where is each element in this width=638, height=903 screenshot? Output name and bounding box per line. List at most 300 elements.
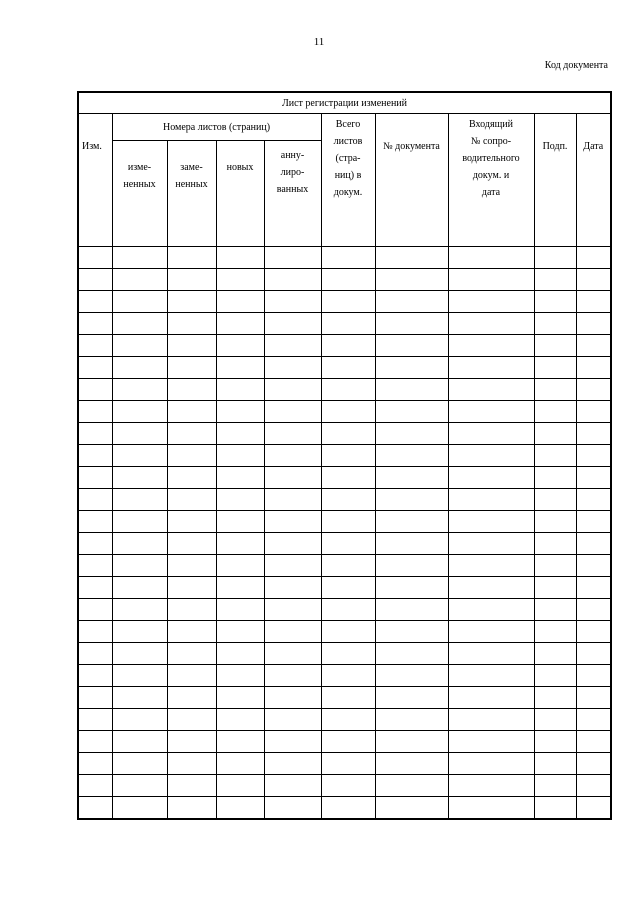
table-cell [448,247,534,269]
table-row [78,709,611,731]
table-cell [375,555,448,577]
table-cell [78,445,112,467]
table-row [78,291,611,313]
table-cell [576,753,611,775]
table-cell [112,709,167,731]
table-cell [448,511,534,533]
table-cell [448,665,534,687]
table-cell [375,291,448,313]
table-cell [78,797,112,820]
table-cell [534,247,576,269]
header-incoming-document: Входящий № сопро- водительного докум. и дата [448,114,534,247]
table-cell [78,313,112,335]
table-cell [321,621,375,643]
table-cell [78,643,112,665]
table-cell [321,423,375,445]
table-cell [264,753,321,775]
table-row [78,247,611,269]
table-cell [321,269,375,291]
table-cell [216,291,264,313]
table-cell [375,687,448,709]
table-cell [167,335,216,357]
change-registration-table [77,91,612,820]
table-cell [448,687,534,709]
table-cell [167,313,216,335]
table-cell [264,643,321,665]
table-cell [167,423,216,445]
table-cell [112,291,167,313]
table-row [78,313,611,335]
table-cell [448,621,534,643]
header-total-sheets: Всего листов (стра- ниц) в докум. [321,114,375,247]
table-cell [167,577,216,599]
table-cell [216,423,264,445]
table-cell [112,665,167,687]
table-row [78,467,611,489]
table-cell [264,291,321,313]
table-cell [78,247,112,269]
table-cell [112,511,167,533]
table-cell [576,555,611,577]
table-cell [321,665,375,687]
table-cell [112,753,167,775]
table-cell [216,511,264,533]
header-document-number: № документа [375,114,448,247]
document-code-label: Код документа [544,60,608,71]
table-cell [216,643,264,665]
table-cell [576,709,611,731]
table-cell [112,797,167,820]
table-cell [375,313,448,335]
table-cell [264,599,321,621]
table-cell [167,687,216,709]
table-cell [375,379,448,401]
table-cell [534,423,576,445]
table-cell [375,269,448,291]
table-cell [375,599,448,621]
table-cell [264,775,321,797]
table-cell [112,445,167,467]
table-cell [375,643,448,665]
table-cell [167,731,216,753]
table-cell [112,643,167,665]
header-annulled: анну- лиро- ванных [264,141,321,247]
table-cell [112,423,167,445]
table-cell [167,467,216,489]
table-cell [112,467,167,489]
table-cell [576,511,611,533]
table-cell [321,731,375,753]
table-cell [321,797,375,820]
table-row [78,775,611,797]
table-cell [375,533,448,555]
table-cell [534,577,576,599]
table-cell [216,467,264,489]
table-cell [321,313,375,335]
table-cell [264,445,321,467]
table-cell [321,467,375,489]
table-row [78,665,611,687]
table-cell [78,731,112,753]
table-cell [534,445,576,467]
table-cell [264,489,321,511]
table-cell [78,577,112,599]
table-cell [216,775,264,797]
table-cell [448,555,534,577]
table-cell [448,577,534,599]
table-cell [576,665,611,687]
table-cell [216,335,264,357]
table-cell [321,533,375,555]
table-cell [534,643,576,665]
header-replaced: заме- ненных [167,141,216,247]
table-cell [375,621,448,643]
table-cell [167,445,216,467]
table-row [78,731,611,753]
header-izm: Изм. [78,114,112,247]
table-cell [448,731,534,753]
table-cell [321,577,375,599]
table-cell [448,313,534,335]
table-cell [576,731,611,753]
table-cell [167,533,216,555]
table-cell [375,775,448,797]
table-cell [216,599,264,621]
page-number: 11 [313,36,325,48]
table-cell [167,797,216,820]
table-cell [78,423,112,445]
table-row [78,753,611,775]
table-cell [534,291,576,313]
table-cell [78,357,112,379]
table-cell [321,445,375,467]
table-cell [576,269,611,291]
table-cell [534,379,576,401]
table-cell [216,555,264,577]
table-cell [112,313,167,335]
header-new: новых [216,141,264,247]
table-cell [78,511,112,533]
table-cell [576,423,611,445]
table-cell [576,643,611,665]
table-cell [534,467,576,489]
table-cell [167,753,216,775]
table-cell [167,775,216,797]
table-cell [375,797,448,820]
table-cell [448,401,534,423]
table-cell [112,401,167,423]
table-cell [534,797,576,820]
table-cell [264,269,321,291]
table-cell [448,291,534,313]
table-cell [321,643,375,665]
table-cell [375,489,448,511]
header-changed: изме- ненных [112,141,167,247]
table-cell [448,599,534,621]
table-cell [576,467,611,489]
table-cell [216,731,264,753]
table-cell [375,335,448,357]
table-cell [321,379,375,401]
table-cell [78,599,112,621]
table-row [78,599,611,621]
table-cell [448,753,534,775]
table-cell [78,335,112,357]
table-cell [112,599,167,621]
table-cell [264,423,321,445]
table-cell [78,467,112,489]
table-cell [167,555,216,577]
table-cell [576,291,611,313]
table-cell [448,423,534,445]
table-cell [78,533,112,555]
table-cell [321,511,375,533]
table-cell [448,269,534,291]
table-cell [216,313,264,335]
table-cell [112,687,167,709]
table-cell [534,489,576,511]
table-cell [448,379,534,401]
table-cell [448,489,534,511]
table-cell [216,687,264,709]
table-cell [534,335,576,357]
table-cell [216,753,264,775]
table-cell [576,775,611,797]
table-cell [112,775,167,797]
table-cell [264,731,321,753]
table-cell [216,621,264,643]
table-cell [448,775,534,797]
table-cell [78,291,112,313]
table-cell [78,269,112,291]
table-cell [448,643,534,665]
table-cell [321,599,375,621]
table-cell [216,357,264,379]
table-cell [375,709,448,731]
table-cell [264,467,321,489]
table-cell [78,489,112,511]
table-cell [264,621,321,643]
table-cell [375,423,448,445]
table-cell [448,357,534,379]
table-cell [167,489,216,511]
table-cell [375,445,448,467]
table-cell [216,269,264,291]
table-cell [112,357,167,379]
table-cell [534,775,576,797]
table-row [78,335,611,357]
table-cell [78,753,112,775]
table-cell [264,555,321,577]
table-cell [264,313,321,335]
table-cell [534,665,576,687]
table-cell [112,489,167,511]
table-row [78,401,611,423]
table-cell [167,291,216,313]
table-cell [167,247,216,269]
table-cell [534,709,576,731]
table-cell [264,665,321,687]
table-title: Лист регистрации изменений [78,92,611,114]
table-cell [448,445,534,467]
table-cell [216,379,264,401]
table-cell [264,577,321,599]
table-cell [167,709,216,731]
table-cell [167,665,216,687]
table-cell [576,379,611,401]
table-cell [321,753,375,775]
table-cell [321,775,375,797]
table-row [78,555,611,577]
table-cell [264,379,321,401]
table-cell [112,247,167,269]
table-cell [534,599,576,621]
table-cell [264,247,321,269]
table-row [78,489,611,511]
table-cell [264,797,321,820]
table-cell [216,577,264,599]
header-sheet-numbers: Номера листов (страниц) [112,114,321,141]
table-cell [78,379,112,401]
table-cell [264,401,321,423]
table-cell [216,533,264,555]
table-cell [448,709,534,731]
table-cell [112,533,167,555]
table-cell [576,599,611,621]
table-row [78,269,611,291]
table-cell [448,797,534,820]
table-row [78,577,611,599]
table-cell [321,489,375,511]
table-cell [576,687,611,709]
table-cell [534,313,576,335]
table-cell [375,665,448,687]
table-cell [167,511,216,533]
table-cell [112,621,167,643]
table-cell [78,555,112,577]
table-cell [375,247,448,269]
table-cell [534,357,576,379]
table-cell [264,511,321,533]
table-cell [78,401,112,423]
table-cell [78,665,112,687]
table-cell [534,269,576,291]
table-cell [264,357,321,379]
table-cell [375,753,448,775]
table-cell [534,533,576,555]
table-cell [576,577,611,599]
table-cell [576,335,611,357]
table-cell [576,621,611,643]
table-cell [216,709,264,731]
table-cell [112,379,167,401]
table-cell [216,445,264,467]
table-cell [576,797,611,820]
table-cell [216,797,264,820]
table-cell [576,533,611,555]
table-cell [321,357,375,379]
table-cell [375,401,448,423]
table-cell [78,621,112,643]
table-cell [534,401,576,423]
table-cell [534,621,576,643]
table-cell [112,335,167,357]
table-cell [321,247,375,269]
table-cell [264,687,321,709]
table-cell [321,709,375,731]
table-row [78,379,611,401]
table-cell [448,335,534,357]
table-cell [216,489,264,511]
table-row [78,621,611,643]
table-cell [167,379,216,401]
table-cell [534,753,576,775]
table-row [78,797,611,820]
table-cell [264,709,321,731]
table-cell [112,577,167,599]
header-signature: Подп. [534,114,576,247]
table-row [78,533,611,555]
table-cell [576,401,611,423]
table-cell [375,577,448,599]
table-cell [448,533,534,555]
table-cell [112,731,167,753]
table-cell [167,357,216,379]
table-cell [321,335,375,357]
table-cell [321,291,375,313]
table-cell [78,687,112,709]
table-cell [534,731,576,753]
table-row [78,423,611,445]
table-row [78,511,611,533]
table-cell [375,467,448,489]
table-cell [167,599,216,621]
header-date: Дата [576,114,611,247]
table-cell [576,357,611,379]
table-row [78,643,611,665]
table-cell [167,621,216,643]
table-cell [216,401,264,423]
table-cell [534,511,576,533]
table-cell [576,445,611,467]
table-cell [167,269,216,291]
table-cell [112,269,167,291]
table-cell [375,357,448,379]
table-cell [78,709,112,731]
table-cell [534,687,576,709]
table-cell [534,555,576,577]
table-cell [375,731,448,753]
table-cell [264,335,321,357]
table-cell [78,775,112,797]
table-cell [321,401,375,423]
table-row [78,687,611,709]
table-cell [264,533,321,555]
table-cell [167,643,216,665]
table-cell [448,467,534,489]
table-cell [216,665,264,687]
table-cell [375,511,448,533]
table-cell [216,247,264,269]
table-cell [576,313,611,335]
table-cell [576,247,611,269]
table-cell [167,401,216,423]
table-cell [321,555,375,577]
table-row [78,445,611,467]
table-cell [321,687,375,709]
table-cell [576,489,611,511]
table-row [78,357,611,379]
